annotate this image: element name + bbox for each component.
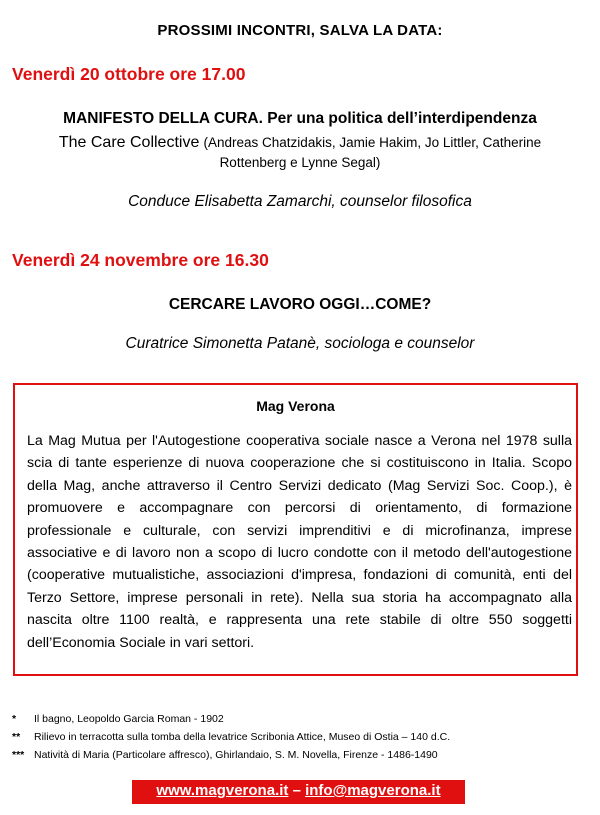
credit-note-mark: *** (12, 749, 25, 761)
email-link[interactable]: info@magverona.it (305, 782, 441, 799)
credit-note-1 (12, 713, 224, 725)
info-box-body: La Mag Mutua per l'Autogestione cooperativa sociale nasce a Verona nel 1978 sulla scia di tante esperienze di nuova cooperazione che si costituiscono in Italia. Scopo della Mag, anche attraverso il Centro Servizi dedicato (Mag Servizi Soc. Coop.), è promuovere e accompagnare con percorsi di orientamento, di formazione professionale e culturale, con servizi imprenditivi e di microfinanza, imprese associative e di lavoro non a scopo di lucro condotte con il metodo dell'autogestione (cooperative mutualistiche, associazioni d'impresa, fondazioni di comunità, enti del Terzo Settore, imprese personali in rete). Nella sua storia ha accompagnato alla nascita oltre 1100 realtà, e rappresenta una rete stabile di oltre 550 soggetti dell’Economia Sociale in vari settori. (27, 433, 572, 651)
event2-title: CERCARE LAVORO OGGI…COME? (168, 296, 432, 313)
event1-authors-detail-1: (Andreas Chatzidakis, Jamie Hakim, Jo Littler, Catherine (203, 135, 542, 150)
event1-title: MANIFESTO DELLA CURA. Per una politica dell’interdipendenza (63, 110, 537, 127)
event1-authors (0, 133, 600, 153)
footer-links (132, 782, 465, 799)
event1-host: Conduce Elisabetta Zamarchi, counselor filosofica (128, 193, 472, 210)
credit-note-text: Il bagno, Leopoldo Garcia Roman - 1902 (34, 713, 224, 725)
website-link[interactable]: www.magverona.it (156, 782, 289, 799)
credit-note-mark: * (12, 713, 17, 725)
credit-note-text: Natività di Maria (Particolare affresco), Ghirlandaio, S. M. Novella, Firenze - 1486-1490 (34, 749, 438, 761)
credit-note-2 (12, 731, 450, 743)
event2-host: Curatrice Simonetta Patanè, sociologa e counselor (125, 335, 475, 352)
event1-authors-line2 (0, 153, 600, 173)
event1-date: Venerdì 20 ottobre ore 17.00 (12, 64, 246, 84)
credit-note-3 (12, 749, 438, 761)
footer-separator: – (288, 782, 306, 799)
event1-authors-main: The Care Collective (58, 134, 200, 151)
info-box-title: Mag Verona (256, 398, 335, 414)
event1-authors-detail-2: Rottenberg e Lynne Segal) (219, 155, 381, 170)
section-header: PROSSIMI INCONTRI, SALVA LA DATA: (157, 22, 443, 39)
credit-note-text: Rilievo in terracotta sulla tomba della levatrice Scribonia Attice, Museo di Ostia – 140 d.C. (34, 731, 451, 743)
event2-date: Venerdì 24 novembre ore 16.30 (12, 250, 269, 270)
credit-note-mark: ** (12, 731, 21, 743)
